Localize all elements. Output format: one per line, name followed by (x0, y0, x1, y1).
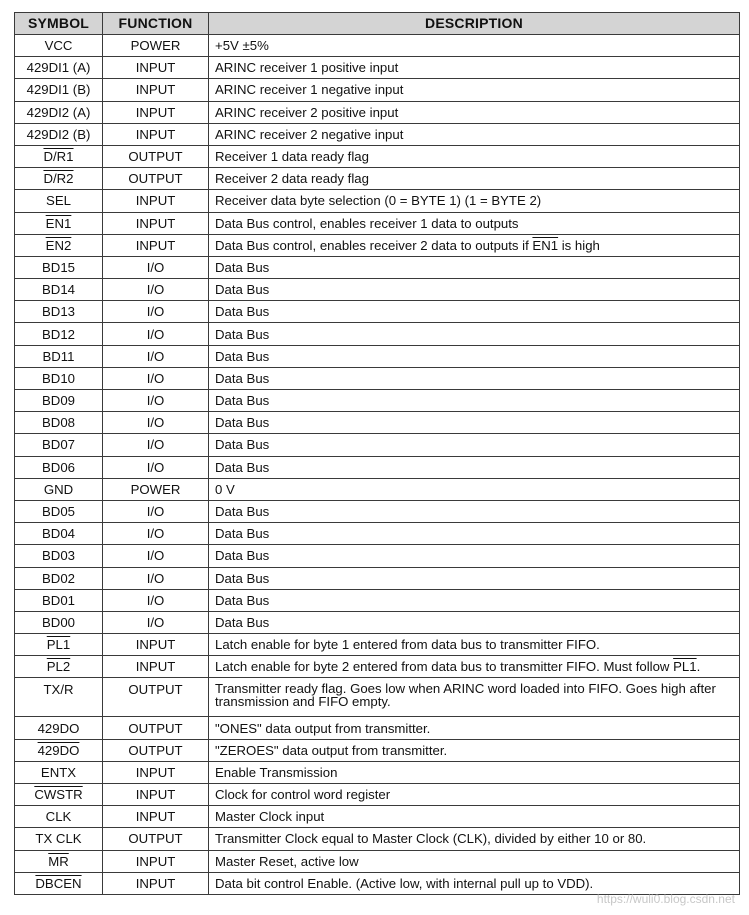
symbol-text: $\overline{MR}$ (48, 853, 69, 869)
cell-function: I/O (103, 523, 209, 545)
cell-symbol (15, 190, 103, 212)
cell-description (209, 168, 740, 190)
cell-description (209, 589, 740, 611)
table-row (15, 57, 740, 79)
table-row (15, 367, 740, 389)
cell-description (209, 412, 740, 434)
symbol-text: D/R2 (43, 171, 74, 187)
table-row (15, 634, 740, 656)
symbol-text: BD15 (42, 259, 75, 275)
symbol-text: ENTX (40, 764, 77, 780)
description-text: Transmitter ready flag. Goes low when ARINC word loaded into FIFO. Goes high after transmission and FIFO empty. (215, 681, 716, 710)
table-row (15, 761, 740, 783)
description-text: Transmitter Clock equal to Master Clock (CLK), divided by either 10 or 80. (215, 831, 647, 847)
cell-symbol (15, 500, 103, 522)
cell-description (209, 456, 740, 478)
cell-symbol (15, 168, 103, 190)
description-text: Data Bus (215, 437, 270, 453)
description-text: . (696, 659, 701, 675)
description-text: Data Bus (215, 614, 270, 630)
symbol-text: GND (43, 481, 74, 497)
cell-description (209, 212, 740, 234)
description-text: Enable Transmission (215, 764, 338, 780)
cell-function: OUTPUT (103, 828, 209, 850)
cell-function: I/O (103, 456, 209, 478)
description-text: Clock for control word register (215, 787, 391, 803)
description-text: ARINC receiver 1 negative input (215, 82, 404, 98)
cell-function: INPUT (103, 234, 209, 256)
cell-symbol (15, 35, 103, 57)
cell-description (209, 806, 740, 828)
cell-symbol (15, 611, 103, 633)
cell-function: I/O (103, 412, 209, 434)
symbol-text: BD02 (42, 570, 75, 586)
cell-function: I/O (103, 345, 209, 367)
cell-function: I/O (103, 367, 209, 389)
symbol-text: BD08 (42, 415, 75, 431)
symbol-text: 429DO (37, 720, 80, 736)
cell-symbol (15, 634, 103, 656)
table-row (15, 523, 740, 545)
cell-description (209, 784, 740, 806)
table-row (15, 35, 740, 57)
cell-function: INPUT (103, 784, 209, 806)
table-row (15, 806, 740, 828)
cell-description (209, 717, 740, 739)
table-row (15, 611, 740, 633)
description-text: Receiver data byte selection (0 = BYTE 1) (1 = BYTE 2) (215, 193, 542, 209)
cell-description (209, 390, 740, 412)
symbol-text: TX CLK (35, 831, 82, 847)
symbol-text: 429DI1 (A) (26, 60, 91, 76)
cell-function: INPUT (103, 79, 209, 101)
cell-description (209, 611, 740, 633)
cell-function: I/O (103, 301, 209, 323)
table-row (15, 79, 740, 101)
cell-function: INPUT (103, 101, 209, 123)
cell-symbol (15, 567, 103, 589)
cell-symbol (15, 806, 103, 828)
description-text: Master Clock input (215, 809, 325, 825)
description-text: +5V ±5% (215, 38, 269, 54)
cell-function: I/O (103, 567, 209, 589)
cell-description (209, 739, 740, 761)
cell-function: INPUT (103, 634, 209, 656)
cell-description (209, 345, 740, 367)
symbol-text: PL2 (46, 659, 71, 675)
cell-description (209, 500, 740, 522)
symbol-text: BD14 (42, 282, 75, 298)
table-row (15, 567, 740, 589)
description-text: Data Bus (215, 504, 270, 520)
description-text: Data Bus (215, 304, 270, 320)
cell-description (209, 828, 740, 850)
description-text: Data Bus (215, 459, 270, 475)
cell-symbol (15, 656, 103, 678)
cell-description (209, 678, 740, 717)
symbol-text: EN2 (45, 237, 72, 253)
description-text: Latch enable for byte 2 entered from data bus to transmitter FIFO. Must follow (215, 659, 674, 675)
cell-function: INPUT (103, 190, 209, 212)
cell-function: I/O (103, 390, 209, 412)
table-row (15, 279, 740, 301)
description-text: "ZEROES" data output from transmitter. (215, 742, 448, 758)
cell-description (209, 634, 740, 656)
description-text: Receiver 2 data ready flag (215, 171, 369, 187)
description-text: Data Bus control, enables receiver 2 data to outputs if (215, 237, 533, 253)
cell-function: I/O (103, 611, 209, 633)
description-text: Data Bus (215, 348, 270, 364)
cell-description (209, 234, 740, 256)
pin-description-table (14, 12, 740, 895)
table-row (15, 434, 740, 456)
table-row (15, 784, 740, 806)
cell-description (209, 523, 740, 545)
cell-function: POWER (103, 35, 209, 57)
cell-description (209, 35, 740, 57)
cell-description (209, 79, 740, 101)
cell-description (209, 656, 740, 678)
header-function: FUNCTION (103, 13, 209, 35)
cell-symbol (15, 739, 103, 761)
cell-symbol (15, 234, 103, 256)
cell-description (209, 478, 740, 500)
cell-description (209, 761, 740, 783)
symbol-text: BD06 (42, 459, 75, 475)
description-text: "ONES" data output from transmitter. (215, 720, 431, 736)
cell-symbol (15, 390, 103, 412)
cell-description (209, 279, 740, 301)
table-row (15, 234, 740, 256)
cell-function: INPUT (103, 761, 209, 783)
cell-description (209, 190, 740, 212)
description-text: Receiver 1 data ready flag (215, 149, 369, 165)
cell-symbol (15, 412, 103, 434)
table-row (15, 190, 740, 212)
cell-function: I/O (103, 545, 209, 567)
cell-symbol (15, 123, 103, 145)
cell-symbol (15, 101, 103, 123)
symbol-text: EN1 (45, 215, 72, 231)
cell-function: INPUT (103, 123, 209, 145)
symbol-text: BD11 (42, 348, 75, 364)
symbol-text: BD03 (42, 548, 75, 564)
cell-function: INPUT (103, 850, 209, 872)
description-text: Data Bus control, enables receiver 1 data to outputs (215, 215, 519, 231)
description-text: Data Bus (215, 592, 270, 608)
table-row (15, 656, 740, 678)
cell-description (209, 101, 740, 123)
symbol-text: BD09 (42, 393, 75, 409)
cell-description (209, 123, 740, 145)
cell-function: I/O (103, 323, 209, 345)
cell-function: I/O (103, 589, 209, 611)
cell-function: INPUT (103, 872, 209, 894)
header-description: DESCRIPTION (209, 13, 740, 35)
cell-symbol (15, 57, 103, 79)
cell-symbol (15, 761, 103, 783)
table-row (15, 545, 740, 567)
description-text: Data Bus (215, 570, 270, 586)
symbol-text: 429DI2 (A) (26, 104, 91, 120)
table-row (15, 828, 740, 850)
cell-function: INPUT (103, 806, 209, 828)
table-row (15, 145, 740, 167)
cell-symbol (15, 345, 103, 367)
cell-symbol (15, 301, 103, 323)
cell-function: INPUT (103, 212, 209, 234)
symbol-text: BD04 (42, 526, 75, 542)
symbol-text: BD01 (42, 592, 75, 608)
cell-function: POWER (103, 478, 209, 500)
table-row (15, 212, 740, 234)
table-row (15, 168, 740, 190)
cell-symbol (15, 589, 103, 611)
cell-description (209, 567, 740, 589)
description-text: EN1 (532, 237, 559, 253)
cell-function: I/O (103, 279, 209, 301)
description-text: Data Bus (215, 282, 270, 298)
symbol-text: PL1 (46, 637, 71, 653)
symbol-text: D/R1 (43, 149, 74, 165)
cell-symbol (15, 434, 103, 456)
cell-symbol (15, 850, 103, 872)
table-row (15, 101, 740, 123)
symbol-text: CLK (45, 809, 72, 825)
description-text: ARINC receiver 2 positive input (215, 104, 399, 120)
cell-function: OUTPUT (103, 739, 209, 761)
cell-description (209, 256, 740, 278)
symbol-text: CWSTR (34, 787, 83, 803)
table-row (15, 390, 740, 412)
description-text: ARINC receiver 1 positive input (215, 60, 399, 76)
cell-description (209, 323, 740, 345)
description-text: Latch enable for byte 1 entered from data bus to transmitter FIFO. (215, 637, 600, 653)
symbol-text: 429DI2 (B) (26, 126, 91, 142)
table-body (15, 35, 740, 895)
table-row (15, 301, 740, 323)
symbol-text: 429DI1 (B) (26, 82, 91, 98)
description-text: is high (558, 237, 600, 253)
description-text: Data Bus (215, 370, 270, 386)
cell-symbol (15, 828, 103, 850)
symbol-text: BD00 (42, 614, 75, 630)
symbol-text: TX/R (43, 682, 74, 698)
cell-symbol (15, 456, 103, 478)
cell-function: OUTPUT (103, 678, 209, 717)
table-row (15, 478, 740, 500)
symbol-text: BD13 (42, 304, 75, 320)
cell-description (209, 367, 740, 389)
description-text: PL1 (673, 659, 697, 675)
table-row (15, 739, 740, 761)
symbol-text: VCC (44, 38, 73, 54)
table-row (15, 256, 740, 278)
cell-symbol (15, 256, 103, 278)
watermark-text: https://wuli0.blog.csdn.net (596, 892, 735, 906)
table-row (15, 123, 740, 145)
cell-function: I/O (103, 434, 209, 456)
cell-symbol (15, 784, 103, 806)
cell-symbol (15, 212, 103, 234)
cell-symbol (15, 323, 103, 345)
table-row (15, 412, 740, 434)
table-row (15, 678, 740, 717)
description-text: Data Bus (215, 326, 270, 342)
cell-symbol (15, 872, 103, 894)
cell-function: I/O (103, 500, 209, 522)
cell-description (209, 57, 740, 79)
cell-symbol (15, 367, 103, 389)
table-row (15, 717, 740, 739)
symbol-text: BD10 (42, 370, 75, 386)
cell-function: INPUT (103, 57, 209, 79)
symbol-text: BD07 (42, 437, 75, 453)
symbol-text: BD12 (42, 326, 75, 342)
cell-symbol (15, 279, 103, 301)
table-row (15, 323, 740, 345)
description-text: Master Reset, active low (215, 853, 359, 869)
cell-description (209, 850, 740, 872)
table-row (15, 500, 740, 522)
symbol-text: DBCEN (35, 875, 82, 891)
cell-function: INPUT (103, 656, 209, 678)
cell-function: OUTPUT (103, 145, 209, 167)
symbol-text: SEL (46, 193, 71, 209)
cell-description (209, 434, 740, 456)
table-row (15, 589, 740, 611)
cell-symbol (15, 523, 103, 545)
cell-function: OUTPUT (103, 168, 209, 190)
cell-description (209, 145, 740, 167)
description-text: Data Bus (215, 548, 270, 564)
description-text: Data Bus (215, 415, 270, 431)
description-text: ARINC receiver 2 negative input (215, 126, 404, 142)
table-row (15, 345, 740, 367)
table-row (15, 456, 740, 478)
description-text: 0 V (215, 481, 235, 497)
cell-function: OUTPUT (103, 717, 209, 739)
cell-symbol (15, 145, 103, 167)
cell-symbol (15, 478, 103, 500)
description-text: Data Bus (215, 526, 270, 542)
cell-description (209, 301, 740, 323)
cell-symbol (15, 545, 103, 567)
cell-description (209, 545, 740, 567)
symbol-text: BD05 (42, 504, 75, 520)
table-header-row (15, 13, 740, 35)
description-text: Data Bus (215, 259, 270, 275)
header-symbol: SYMBOL (15, 13, 103, 35)
cell-symbol (15, 717, 103, 739)
cell-function: I/O (103, 256, 209, 278)
symbol-text: 429DO (37, 742, 80, 758)
description-text: Data Bus (215, 393, 270, 409)
description-text: Data bit control Enable. (Active low, with internal pull up to VDD). (215, 875, 594, 891)
cell-symbol (15, 79, 103, 101)
cell-symbol (15, 678, 103, 717)
table-row (15, 850, 740, 872)
